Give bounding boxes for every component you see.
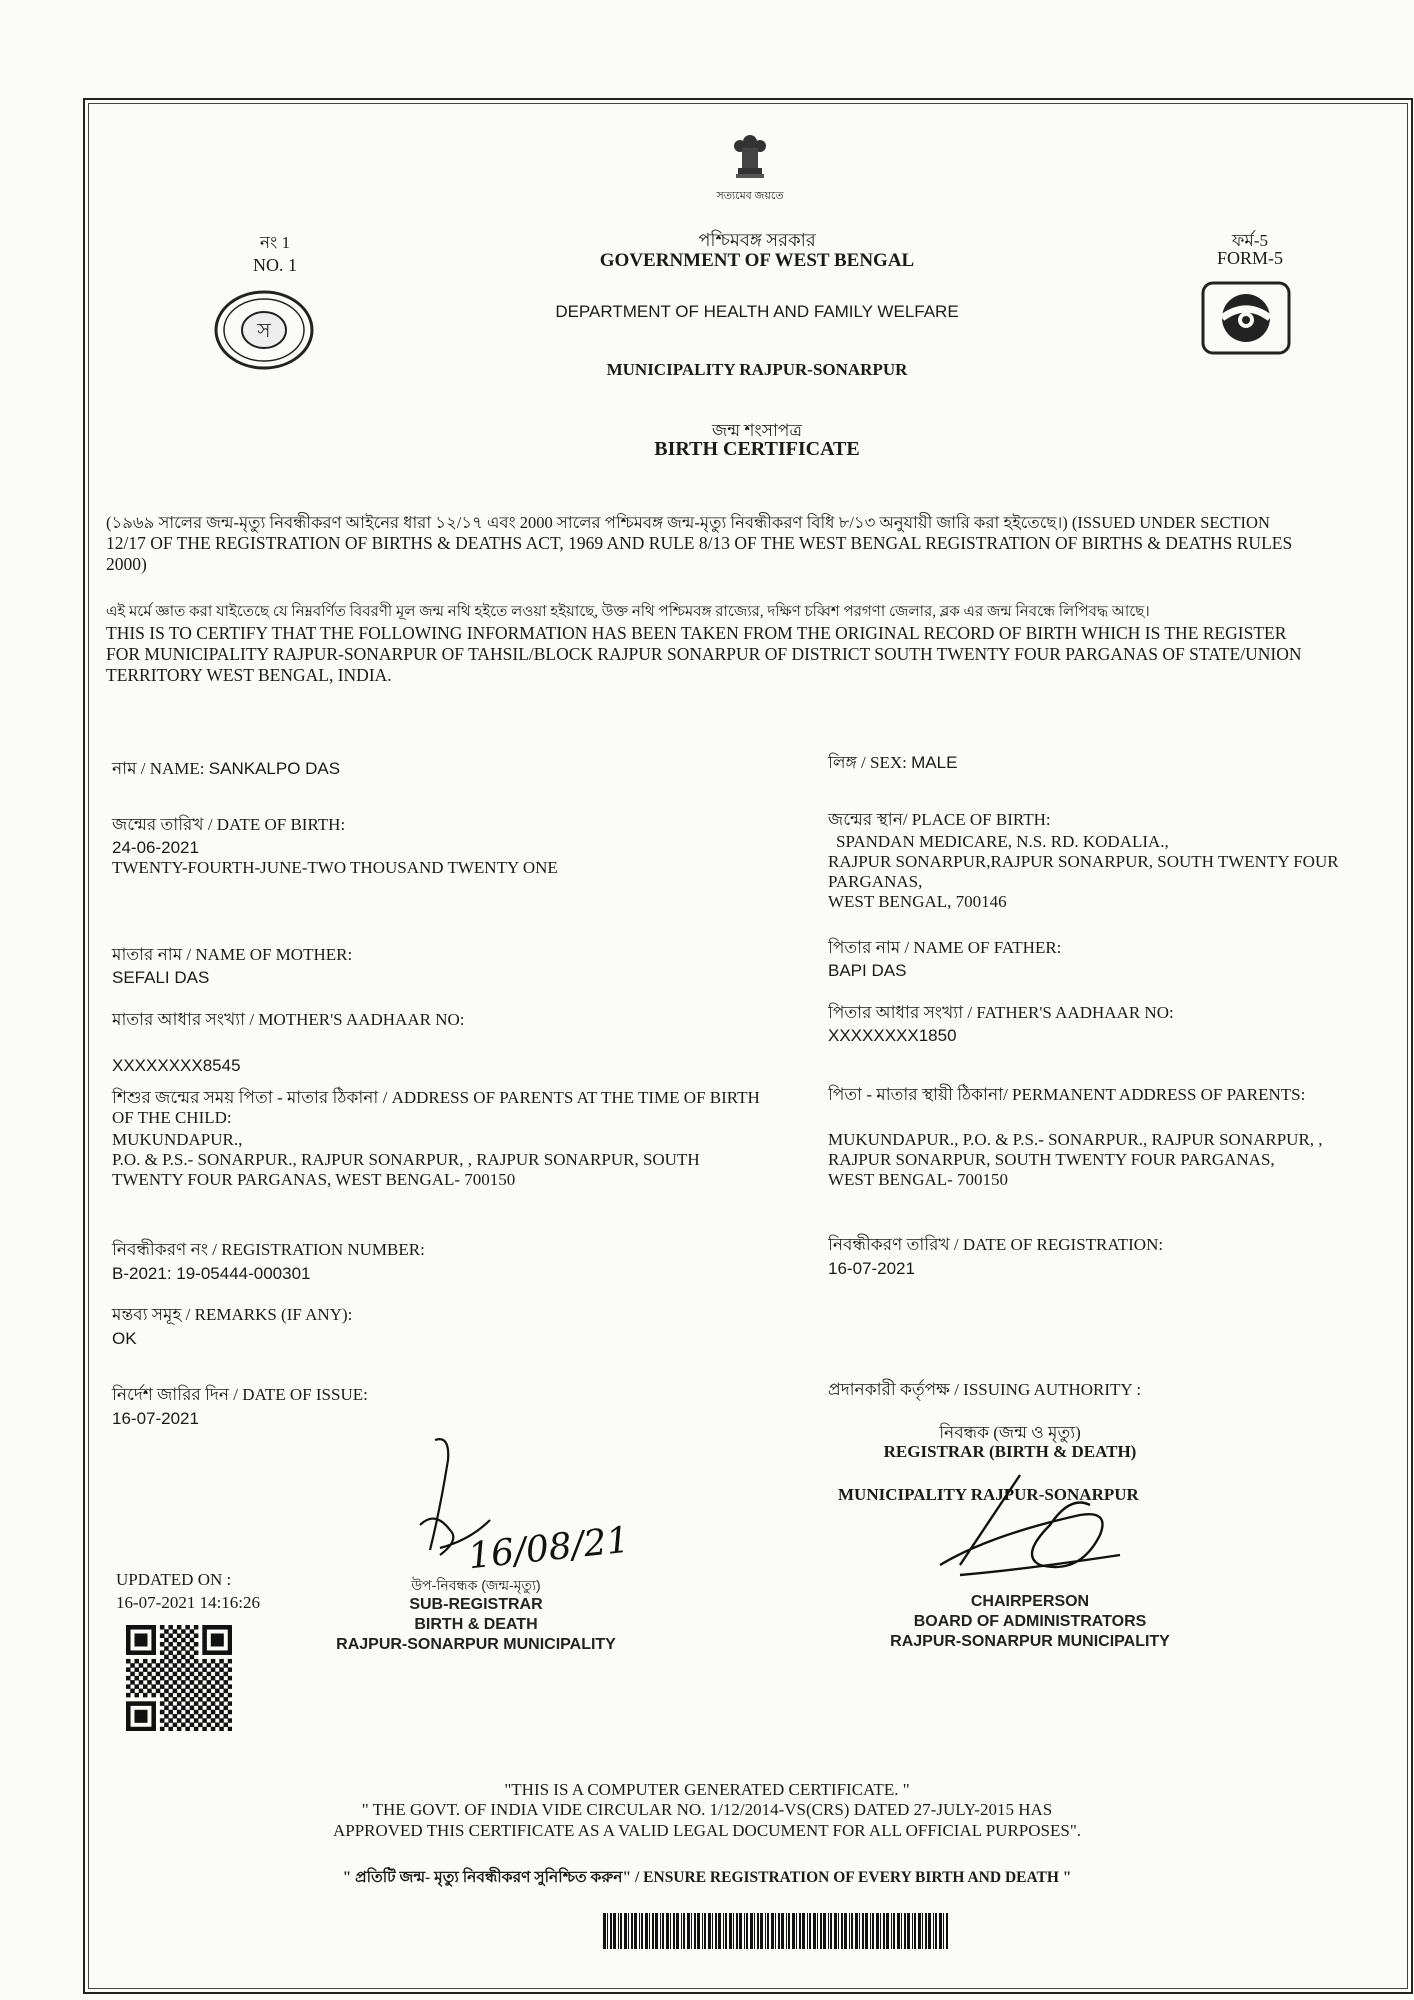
father-name-value: BAPI DAS bbox=[828, 961, 907, 980]
certification-text bbox=[106, 602, 1406, 686]
certify-line-2: FOR MUNICIPALITY RAJPUR-SONARPUR OF TAHSIL/BLOCK RAJPUR SONARPUR OF DISTRICT SOUTH TWENTY FOUR PARGANAS OF STATE/UNION bbox=[106, 644, 1302, 664]
sex-field bbox=[828, 752, 957, 773]
place-of-birth-value bbox=[828, 832, 1388, 912]
statute-line-3: 2000) bbox=[106, 554, 147, 574]
issuing-municipality: MUNICIPALITY RAJPUR-SONARPUR bbox=[838, 1485, 1139, 1504]
qr-code-icon[interactable] bbox=[126, 1625, 232, 1731]
sex-label: লিঙ্গ / SEX: bbox=[828, 753, 907, 772]
certificate-title-bn: জন্ম শংসাপত্র bbox=[712, 421, 802, 440]
municipality-name: MUNICIPALITY RAJPUR-SONARPUR bbox=[606, 360, 908, 379]
place-of-birth-line-1: SPANDAN MEDICARE, N.S. RD. KODALIA., bbox=[836, 832, 1169, 851]
statute-line-2: 12/17 OF THE REGISTRATION OF BIRTHS & DEATHS ACT, 1969 AND RULE 8/13 OF THE WEST BENGAL REGISTRATION OF BIRTHS & DEATHS RULES bbox=[106, 533, 1293, 553]
registration-date-label: নিবন্ধীকরণ তারিখ / DATE OF REGISTRATION: bbox=[828, 1235, 1164, 1254]
registration-date-value: 16-07-2021 bbox=[828, 1259, 915, 1278]
sub-registrar-title: SUB-REGISTRAR bbox=[409, 1596, 543, 1613]
birth-address-label bbox=[112, 1088, 832, 1128]
birth-address-line-2: P.O. & P.S.- SONARPUR., RAJPUR SONARPUR, , RAJPUR SONARPUR, SOUTH bbox=[112, 1150, 700, 1169]
certify-text-bn: এই মর্মে জ্ঞাত করা যাইতেছে যে নিম্নবর্ণিত বিবরণী মূল জন্ম নথি হইতে লওয়া হইয়াছে, উক্ত নথি পশ্চিমবঙ্গ রাজ্যের, দক্ষিণ চব্বিশ পরগণা জেলার, ব্লক এর জন্ম নিবন্ধে লিপিবদ্ধ আছে। bbox=[106, 604, 1150, 620]
certificate-border-inner bbox=[88, 103, 1408, 1989]
name-value: SANKALPO DAS bbox=[208, 759, 341, 778]
sub-registrar-municipality: RAJPUR-SONARPUR MUNICIPALITY bbox=[336, 1636, 616, 1653]
updated-on-value: 16-07-2021 14:16:26 bbox=[116, 1593, 261, 1612]
mother-name-value: SEFALI DAS bbox=[112, 968, 210, 987]
municipality-logo-icon bbox=[1200, 280, 1292, 356]
health-department-seal-icon bbox=[212, 290, 316, 370]
issue-date-label: নির্দেশ জারির দিন / DATE OF ISSUE: bbox=[112, 1385, 368, 1404]
issuing-authority-label: প্রদানকারী কর্তৃপক্ষ / ISSUING AUTHORITY : bbox=[828, 1380, 1142, 1399]
circular-note-line-2: APPROVED THIS CERTIFICATE AS A VALID LEGAL DOCUMENT FOR ALL OFFICIAL PURPOSES". bbox=[332, 1821, 1082, 1840]
slogan-en: ENSURE REGISTRATION OF EVERY BIRTH AND DEATH " bbox=[643, 1869, 1072, 1886]
mother-name-label: মাতার নাম / NAME OF MOTHER: bbox=[112, 945, 353, 964]
permanent-address-line-1: MUKUNDAPUR., P.O. & P.S.- SONARPUR., RAJPUR SONARPUR, , bbox=[828, 1130, 1323, 1149]
registration-slogan bbox=[257, 1865, 1157, 1891]
dob-label: জন্মের তারিখ / DATE OF BIRTH: bbox=[112, 815, 346, 834]
form-label-bn: ফর্ম-5 bbox=[1231, 231, 1269, 250]
issue-date-value: 16-07-2021 bbox=[112, 1409, 199, 1428]
permanent-address-label: পিতা - মাতার স্থায়ী ঠিকানা/ PERMANENT ADDRESS OF PARENTS: bbox=[828, 1085, 1306, 1104]
sub-registrar-stamp bbox=[316, 1575, 636, 1655]
sub-registrar-dept: BIRTH & DEATH bbox=[414, 1616, 538, 1633]
place-of-birth-line-4: WEST BENGAL, 700146 bbox=[828, 892, 1007, 911]
father-aadhaar-label: পিতার আধার সংখ্যা / FATHER'S AADHAAR NO: bbox=[828, 1003, 1174, 1022]
department-name: DEPARTMENT OF HEALTH AND FAMILY WELFARE bbox=[555, 302, 959, 321]
registration-number-value: B-2021: 19-05444-000301 bbox=[112, 1264, 311, 1283]
name-field bbox=[112, 758, 340, 779]
place-of-birth-line-3: PARGANAS, bbox=[828, 872, 923, 891]
birth-address-label-line-2: OF THE CHILD: bbox=[112, 1108, 232, 1127]
certificate-title: BIRTH CERTIFICATE bbox=[654, 438, 860, 460]
certify-line-3: TERRITORY WEST BENGAL, INDIA. bbox=[106, 665, 392, 685]
statute-line-1: (১৯৬৯ সালের জন্ম-মৃত্যু নিবন্ধীকরণ আইনের ধারা ১২/১৭ এবং 2000 সালের পশ্চিমবঙ্গ জন্ম-মৃত্যু নিবন্ধীকরণ বিধি ৮/১৩ অনুযায়ী জারি করা হইতেছে।) (ISSUED UNDER SECTION bbox=[106, 513, 1270, 532]
mother-aadhaar-label: মাতার আধার সংখ্যা / MOTHER'S AADHAAR NO: bbox=[112, 1010, 465, 1029]
slogan-bn: " প্রতিটি জন্ম- মৃত্যু নিবন্ধীকরণ সুনিশ্চিত করুন" / bbox=[342, 1869, 640, 1886]
registration-number-label: নিবন্ধীকরণ নং / REGISTRATION NUMBER: bbox=[112, 1240, 425, 1259]
handwritten-date: 16/08/21 bbox=[466, 1519, 632, 1578]
chairperson-signature-icon bbox=[900, 1455, 1160, 1595]
chairperson-municipality: RAJPUR-SONARPUR MUNICIPALITY bbox=[890, 1633, 1170, 1650]
permanent-address-line-2: RAJPUR SONARPUR, SOUTH TWENTY FOUR PARGANAS, bbox=[828, 1150, 1275, 1169]
form-label-en: FORM-5 bbox=[1216, 248, 1283, 268]
certify-line-1: THIS IS TO CERTIFY THAT THE FOLLOWING INFORMATION HAS BEEN TAKEN FROM THE ORIGINAL RECORD OF BIRTH WHICH IS THE REGISTER bbox=[106, 623, 1287, 643]
registrar-title: REGISTRAR (BIRTH & DEATH) bbox=[883, 1442, 1137, 1461]
statute-text bbox=[106, 512, 1406, 575]
sex-value: MALE bbox=[911, 753, 958, 772]
remarks-value: OK bbox=[112, 1329, 137, 1348]
government-name-bn: পশ্চিমবঙ্গ সরকার bbox=[698, 230, 816, 250]
place-of-birth-line-2: RAJPUR SONARPUR,RAJPUR SONARPUR, SOUTH TWENTY FOUR bbox=[828, 852, 1339, 871]
permanent-address-value bbox=[828, 1130, 1388, 1190]
updated-on-label: UPDATED ON : bbox=[116, 1570, 232, 1589]
sub-registrar-title-bn: উপ-নিবন্ধক (জন্ম-মৃত্যু) bbox=[411, 1577, 541, 1593]
place-of-birth-label: জন্মের স্থান/ PLACE OF BIRTH: bbox=[828, 810, 1051, 829]
dob-in-words: TWENTY-FOURTH-JUNE-TWO THOUSAND TWENTY ONE bbox=[112, 858, 558, 877]
chairperson-stamp bbox=[880, 1592, 1180, 1652]
chairperson-title: CHAIRPERSON bbox=[970, 1593, 1090, 1610]
birth-address-line-1: MUKUNDAPUR., bbox=[112, 1130, 243, 1149]
birth-address-label-line-1: শিশুর জন্মের সময় পিতা - মাতার ঠিকানা / ADDRESS OF PARENTS AT THE TIME OF BIRTH bbox=[112, 1088, 760, 1107]
circular-note-line-1: " THE GOVT. OF INDIA VIDE CIRCULAR NO. 1/12/2014-VS(CRS) DATED 27-JULY-2015 HAS bbox=[361, 1800, 1053, 1819]
dob-value: 24-06-2021 bbox=[112, 838, 199, 857]
emblem-caption: সত্যমেব জয়তে bbox=[716, 190, 784, 202]
father-name-label: পিতার নাম / NAME OF FATHER: bbox=[828, 938, 1062, 957]
name-label: নাম / NAME: bbox=[112, 759, 205, 778]
number-label-en: NO. 1 bbox=[253, 255, 297, 275]
government-name: GOVERNMENT OF WEST BENGAL bbox=[599, 250, 915, 271]
permanent-address-line-3: WEST BENGAL- 700150 bbox=[828, 1170, 1009, 1189]
mother-aadhaar-value: XXXXXXXX8545 bbox=[112, 1056, 241, 1075]
barcode-icon bbox=[603, 1913, 948, 1949]
number-label-bn: নং 1 bbox=[259, 233, 291, 252]
chairperson-board: BOARD OF ADMINISTRATORS bbox=[913, 1613, 1147, 1630]
birth-address-line-3: TWENTY FOUR PARGANAS, WEST BENGAL- 700150 bbox=[112, 1170, 516, 1189]
state-emblem-icon bbox=[720, 128, 780, 188]
svg-text:স: স bbox=[257, 318, 271, 342]
remarks-label: মন্তব্য সমূহ / REMARKS (IF ANY): bbox=[112, 1305, 353, 1324]
birth-address-value bbox=[112, 1130, 832, 1190]
computer-generated-note: "THIS IS A COMPUTER GENERATED CERTIFICATE. " bbox=[504, 1780, 910, 1799]
father-aadhaar-value: XXXXXXXX1850 bbox=[828, 1026, 957, 1045]
registrar-title-bn: নিবন্ধক (জন্ম ও মৃত্যু) bbox=[939, 1423, 1081, 1442]
